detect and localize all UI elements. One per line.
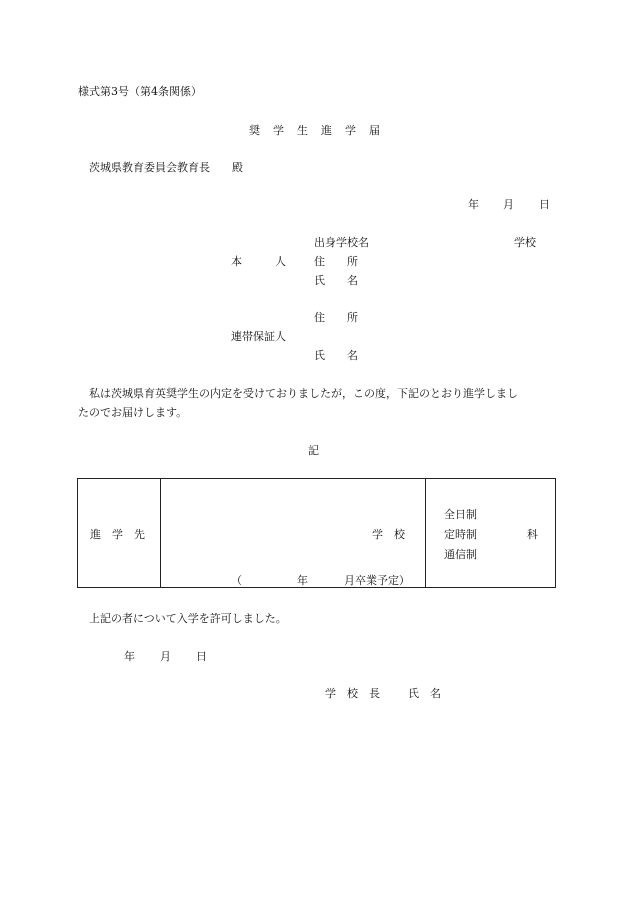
principal-name-label: 氏 名 <box>408 687 441 700</box>
guarantor-label: 連帯保証人 <box>231 330 286 343</box>
graduation-month-label: 月卒業予定） <box>344 574 410 587</box>
principal-label: 学 校 長 <box>325 687 380 700</box>
table-divider-1 <box>160 479 161 587</box>
approval-day-label: 日 <box>196 650 207 663</box>
date-day-label: 日 <box>539 198 550 211</box>
graduation-open-paren: （ <box>231 574 242 587</box>
addressee: 茨城県教育委員会教育長 殿 <box>89 161 243 174</box>
applicant-address-label: 住 所 <box>314 255 358 268</box>
body-text-line2: たのでお届けします。 <box>78 406 188 419</box>
applicant-label: 本 人 <box>231 255 286 268</box>
form-title: 奨 学 生 進 学 届 <box>249 124 381 137</box>
body-text-line1: 私は茨城県育英奨学生の内定を受けておりましたが，この度，下記のとおり進学しまし <box>89 387 518 400</box>
table-divider-2 <box>425 479 426 587</box>
table-school-label: 学 校 <box>372 528 405 541</box>
school-suffix: 学校 <box>514 236 536 249</box>
course-correspondence: 通信制 <box>444 548 477 561</box>
destination-table <box>77 478 556 588</box>
course-part-time: 定時制 <box>444 528 477 541</box>
applicant-name-label: 氏 名 <box>314 274 358 287</box>
graduation-year-label: 年 <box>297 574 308 587</box>
course-full-time: 全日制 <box>444 508 477 521</box>
ki-label: 記 <box>308 444 319 457</box>
form-number: 様式第3号（第4条関係） <box>78 85 202 98</box>
school-name-label: 出身学校名 <box>314 236 369 249</box>
approval-text: 上記の者について入学を許可しました。 <box>89 612 287 625</box>
date-year-label: 年 <box>468 198 479 211</box>
approval-month-label: 月 <box>160 650 171 663</box>
department-suffix: 科 <box>527 528 538 541</box>
date-month-label: 月 <box>503 198 514 211</box>
guarantor-address-label: 住 所 <box>314 311 358 324</box>
destination-label: 進 学 先 <box>90 528 145 541</box>
guarantor-name-label: 氏 名 <box>314 349 358 362</box>
approval-year-label: 年 <box>124 650 135 663</box>
